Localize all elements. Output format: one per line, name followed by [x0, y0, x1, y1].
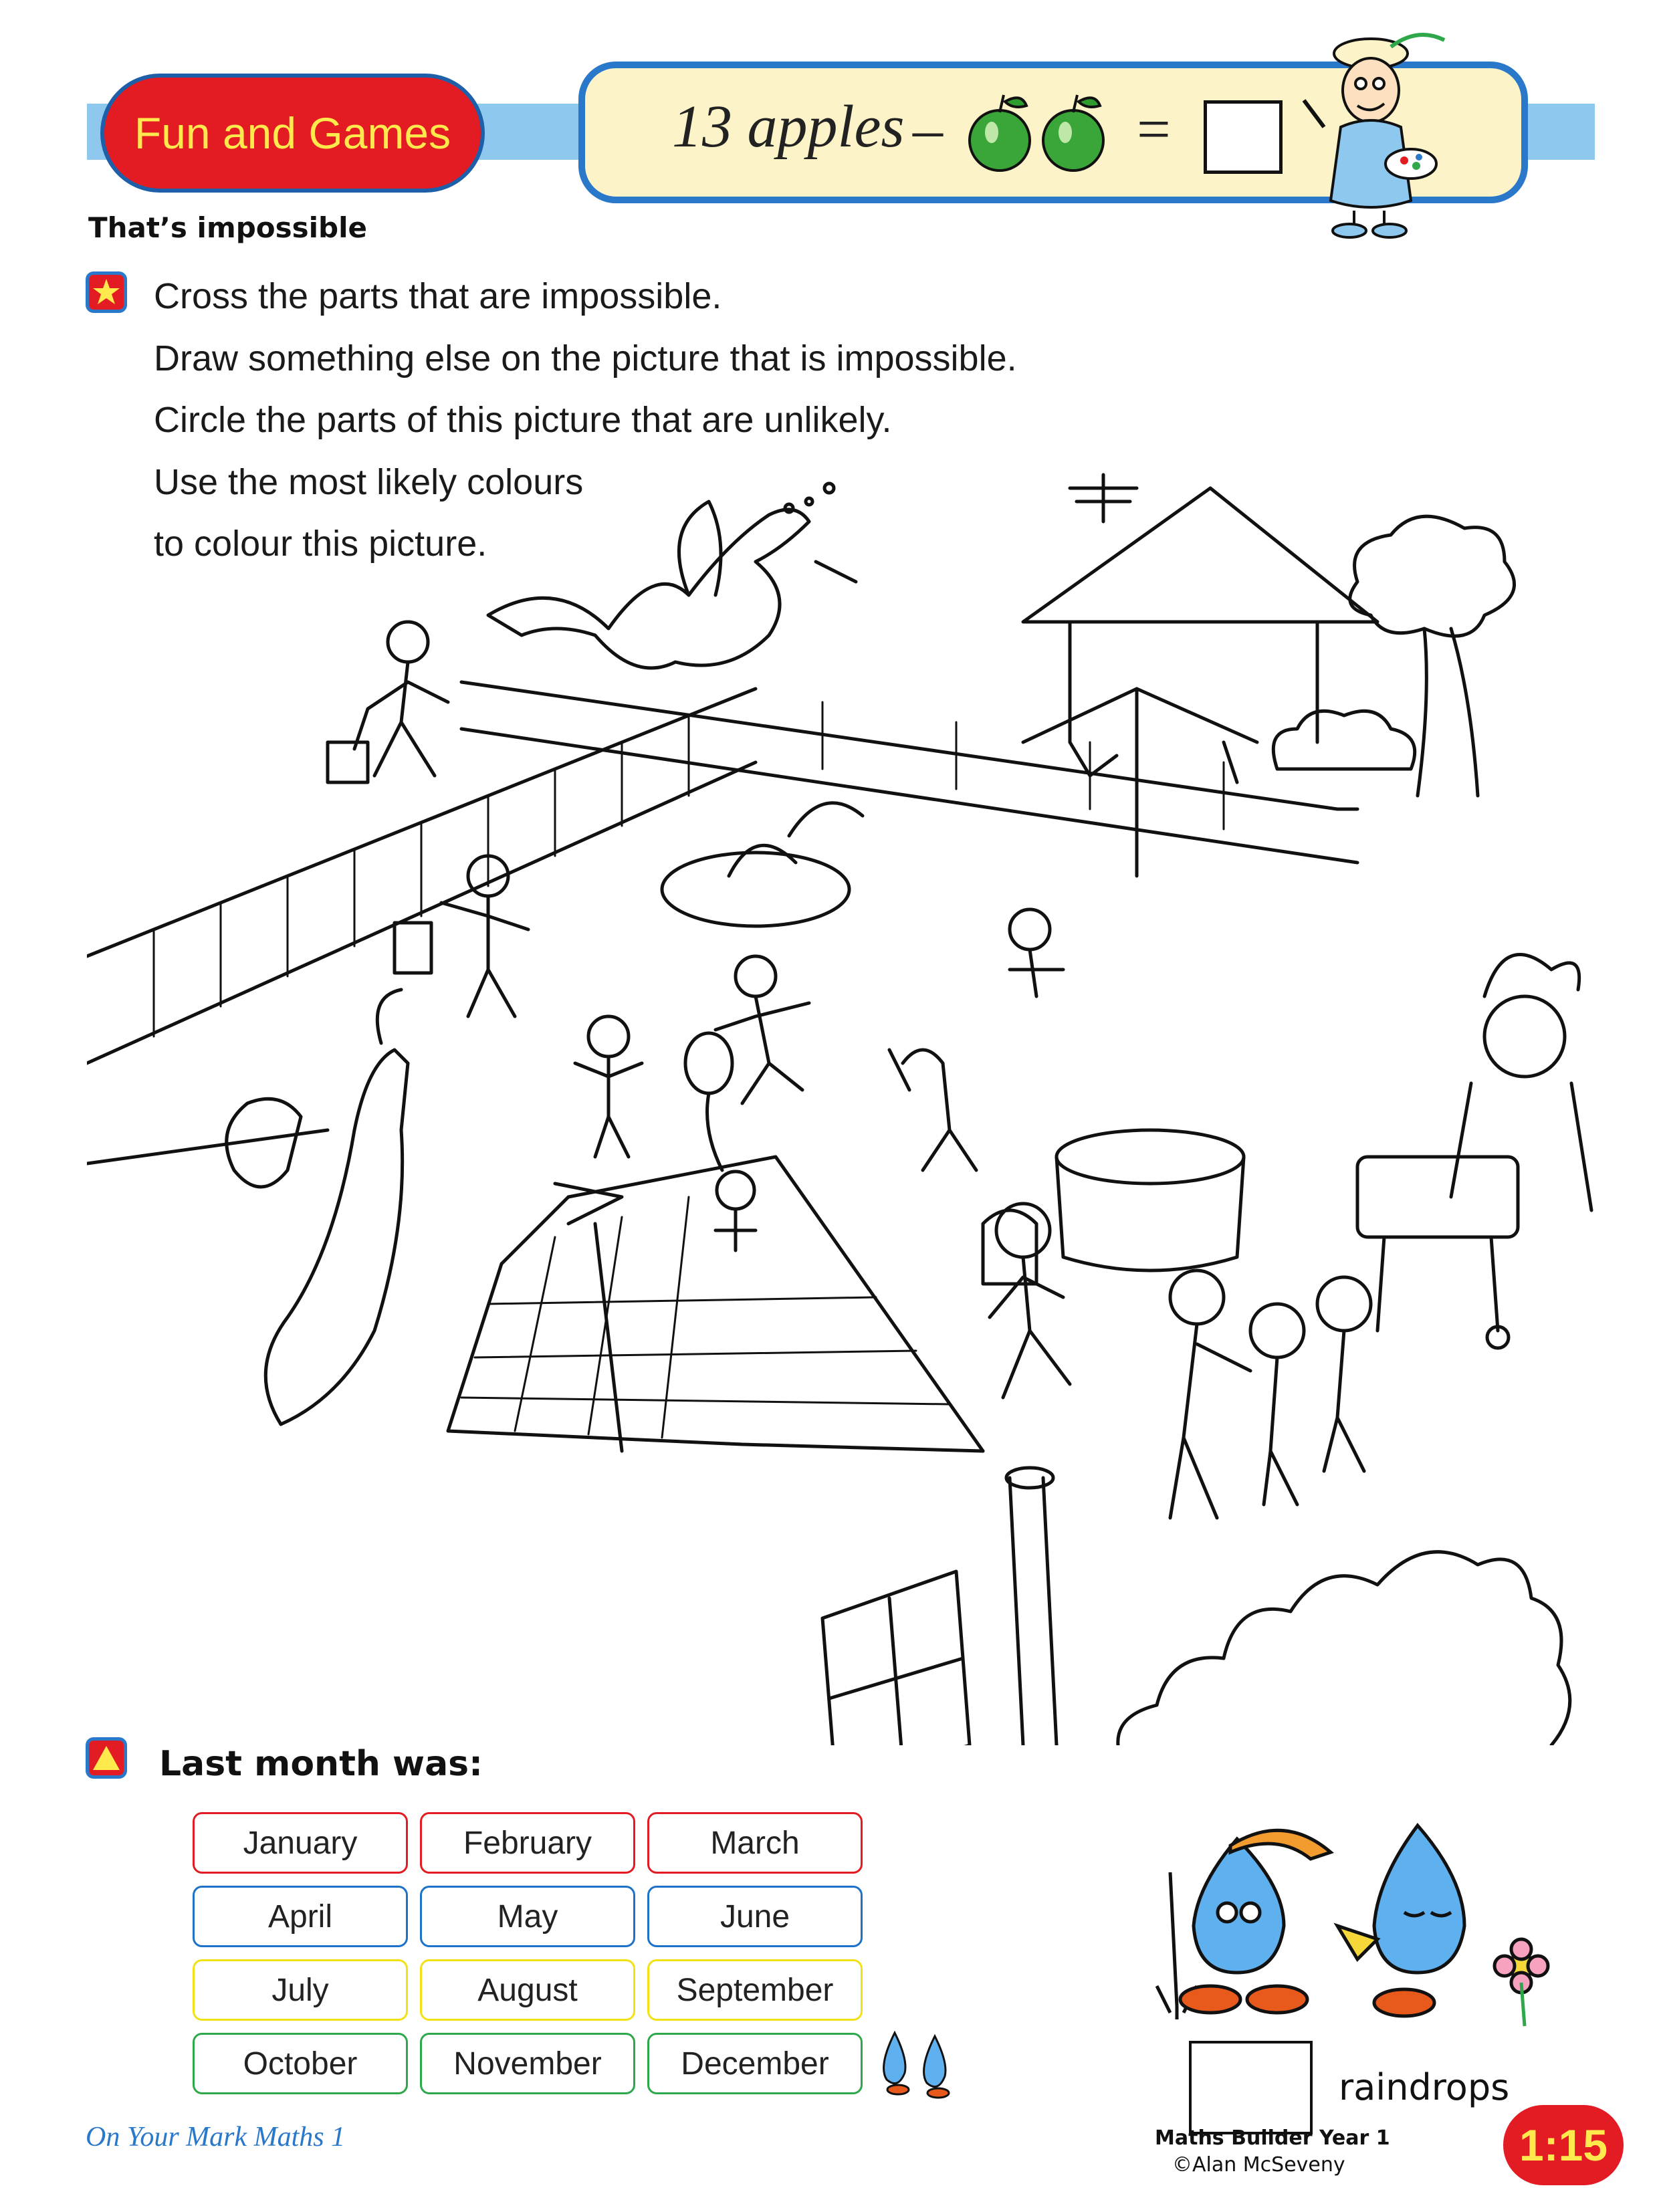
balloon [685, 1033, 732, 1093]
month-option-november[interactable]: November [420, 2033, 635, 2094]
house-roof [1023, 488, 1377, 622]
month-option-june[interactable]: June [647, 1886, 863, 1947]
equation-minus: – [913, 96, 943, 162]
book-title: Maths Builder Year 1 [1155, 2126, 1390, 2150]
raindrops-label: raindrops [1339, 2066, 1510, 2108]
month-option-february[interactable]: February [420, 1812, 635, 1874]
subheading: That’s impossible [88, 211, 367, 244]
month-option-january[interactable]: January [193, 1812, 408, 1874]
month-option-april[interactable]: April [193, 1886, 408, 1947]
barbecue [1357, 1157, 1518, 1237]
instruction-line-5: to colour this picture. [154, 524, 487, 564]
dragon [488, 510, 809, 668]
raindrop-characters-illustration [1130, 1812, 1565, 2033]
apples-icon [960, 87, 1120, 181]
month-option-october[interactable]: October [193, 2033, 408, 2094]
front-roof [568, 1157, 983, 1451]
peacock [265, 1050, 408, 1424]
instruction-line-4: Use the most likely colours [154, 462, 584, 502]
month-option-december[interactable]: December [647, 2033, 863, 2094]
raindrops-answer-box[interactable] [1189, 2041, 1313, 2134]
party-table [1057, 1130, 1244, 1184]
instruction-line-3: Circle the parts of this picture that are unlikely. [154, 400, 892, 440]
section-title-badge [100, 74, 485, 193]
section-title: Fun and Games [134, 108, 451, 158]
triangle-badge-icon [86, 1737, 127, 1779]
window [822, 1571, 970, 1745]
star-badge-icon [86, 271, 127, 313]
series-title: On Your Mark Maths 1 [86, 2122, 346, 2152]
month-option-july[interactable]: July [193, 1959, 408, 2021]
instruction-line-1: Cross the parts that are impossible. [154, 276, 722, 316]
backyard-party-illustration[interactable] [87, 461, 1598, 1745]
month-option-september[interactable]: September [647, 1959, 863, 2021]
month-option-august[interactable]: August [420, 1959, 635, 2021]
last-month-question: Last month was: [159, 1744, 483, 1784]
paddling-pool [662, 853, 849, 926]
page-number-badge [1503, 2105, 1624, 2185]
painter-character-illustration [1291, 27, 1464, 241]
equation-equals: = [1137, 96, 1171, 162]
month-option-may[interactable]: May [420, 1886, 635, 1947]
month-option-march[interactable]: March [647, 1812, 863, 1874]
equation-text: 13 apples [672, 94, 905, 160]
bushes [1118, 1552, 1570, 1745]
instruction-line-2: Draw something else on the picture that is impossible. [154, 338, 1017, 378]
copyright: ©Alan McSeveny [1172, 2153, 1345, 2177]
equation-answer-box[interactable] [1204, 100, 1283, 174]
page-number: 1:15 [1519, 2120, 1608, 2170]
small-raindrops-icon [868, 2026, 962, 2100]
